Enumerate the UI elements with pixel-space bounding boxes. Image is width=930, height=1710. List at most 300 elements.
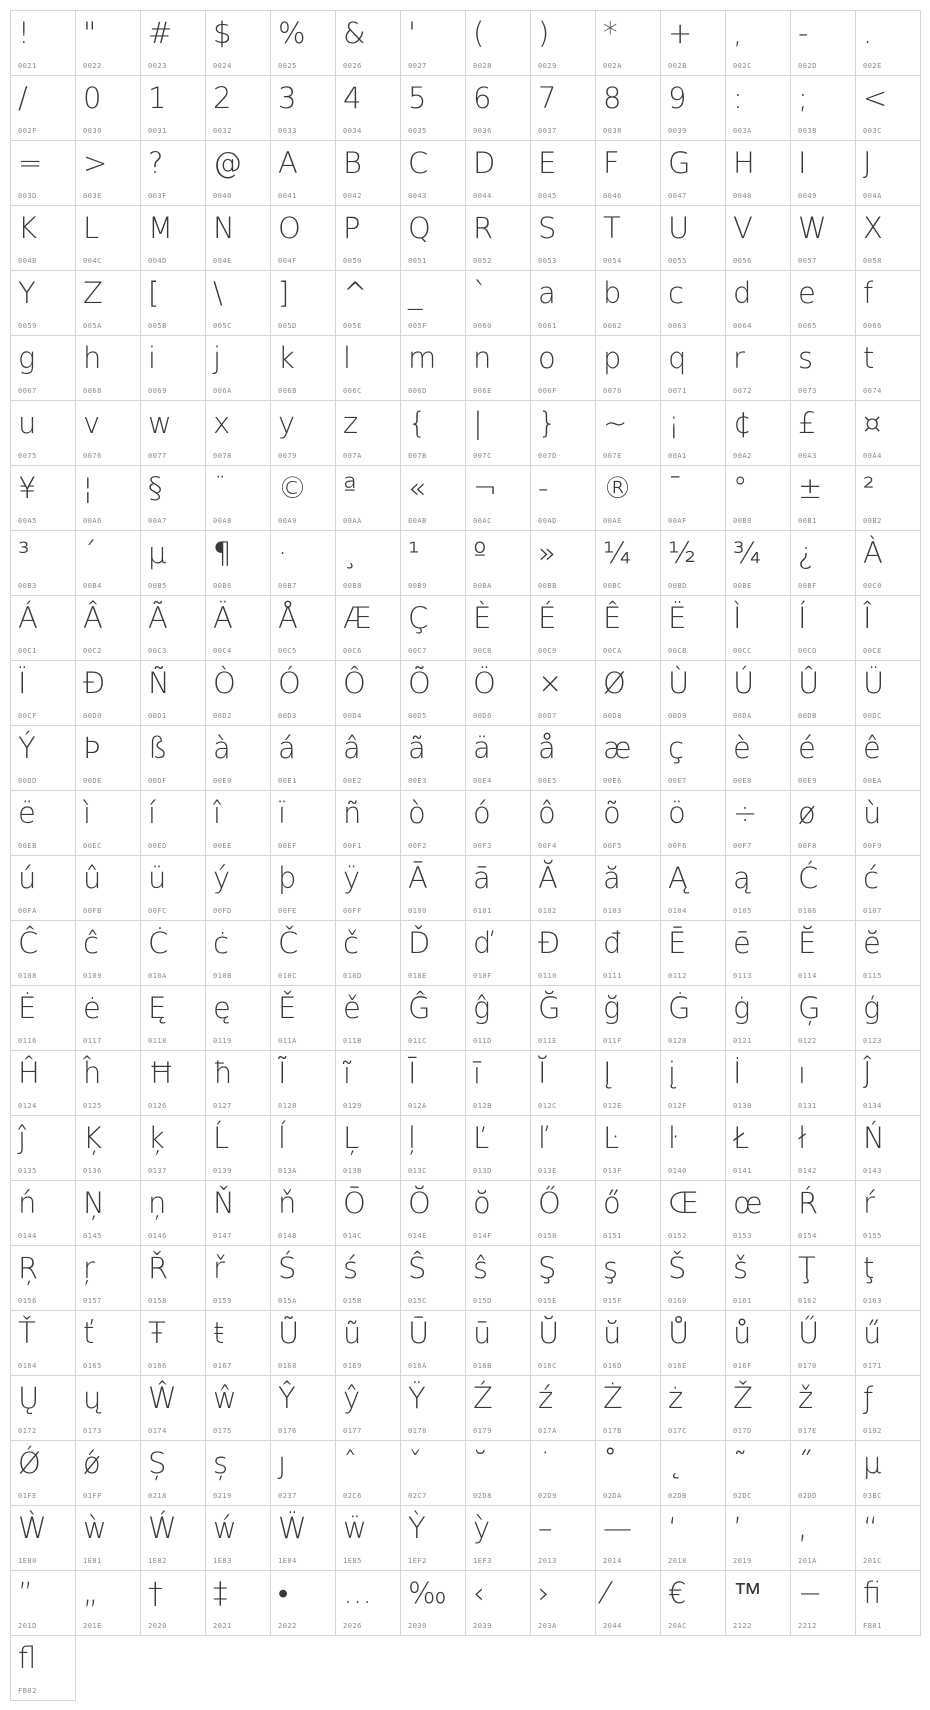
glyph-character: " — [83, 16, 97, 50]
glyph-cell — [531, 661, 596, 726]
glyph-character: Ļ — [343, 1121, 360, 1155]
glyph-cell — [596, 1506, 661, 1571]
glyph-codepoint: 00BC — [603, 582, 622, 590]
glyph-codepoint: 0022 — [83, 62, 102, 70]
glyph-character: . — [863, 16, 873, 50]
glyph-cell — [336, 596, 401, 661]
glyph-cell — [141, 401, 206, 466]
glyph-codepoint: 1EF2 — [408, 1557, 427, 1565]
glyph-character: Ẅ — [278, 1511, 307, 1545]
glyph-character: Â — [83, 601, 103, 635]
glyph-character: ē — [733, 926, 751, 960]
glyph-character: A — [278, 146, 298, 180]
glyph-character: T — [603, 211, 621, 245]
glyph-codepoint: 003F — [148, 192, 167, 200]
glyph-cell — [531, 1311, 596, 1376]
glyph-cell — [661, 466, 726, 531]
glyph-cell — [206, 1571, 271, 1636]
glyph-character: ń — [18, 1186, 37, 1220]
glyph-cell — [531, 856, 596, 921]
glyph-codepoint: 0166 — [148, 1362, 167, 1370]
glyph-cell — [466, 1181, 531, 1246]
glyph-codepoint: 00D9 — [668, 712, 687, 720]
glyph-cell — [531, 466, 596, 531]
glyph-character: ò — [408, 796, 426, 830]
glyph-cell — [531, 76, 596, 141]
glyph-character: Ă — [538, 861, 558, 895]
glyph-character: ŗ — [83, 1251, 95, 1285]
glyph-codepoint: 0137 — [148, 1167, 167, 1175]
glyph-cell — [726, 531, 791, 596]
glyph-cell — [661, 1441, 726, 1506]
glyph-cell — [271, 466, 336, 531]
glyph-codepoint: 0116 — [18, 1037, 37, 1045]
glyph-codepoint: 0176 — [278, 1427, 297, 1435]
glyph-codepoint: 00F5 — [603, 842, 622, 850]
glyph-codepoint: 015A — [278, 1297, 297, 1305]
glyph-codepoint: 0150 — [538, 1232, 557, 1240]
glyph-character: í — [148, 796, 157, 830]
glyph-cell — [401, 1116, 466, 1181]
glyph-character: 7 — [538, 81, 557, 115]
glyph-character: Õ — [408, 666, 431, 700]
glyph-cell — [856, 141, 921, 206]
glyph-cell — [531, 1181, 596, 1246]
glyph-character: Ę — [148, 991, 167, 1025]
glyph-cell — [596, 336, 661, 401]
glyph-character: g — [18, 341, 36, 375]
glyph-codepoint: 0111 — [603, 972, 622, 980]
glyph-character: ġ — [733, 991, 751, 1025]
glyph-codepoint: 002B — [668, 62, 687, 70]
glyph-character: Á — [18, 601, 38, 635]
glyph-codepoint: 0027 — [408, 62, 427, 70]
glyph-cell — [596, 1116, 661, 1181]
glyph-character: ˘ — [473, 1446, 488, 1480]
glyph-cell — [726, 1246, 791, 1311]
glyph-character: ï — [278, 796, 287, 830]
glyph-character: Ù — [668, 666, 690, 700]
glyph-cell — [76, 1506, 141, 1571]
glyph-cell — [466, 141, 531, 206]
glyph-character: ] — [278, 276, 290, 310]
glyph-cell — [76, 531, 141, 596]
glyph-character: Ẃ — [148, 1511, 177, 1545]
glyph-cell — [596, 726, 661, 791]
glyph-codepoint: 00EE — [213, 842, 232, 850]
glyph-codepoint: 0161 — [733, 1297, 752, 1305]
glyph-character: o — [538, 341, 556, 375]
glyph-cell — [271, 1181, 336, 1246]
glyph-character: S — [538, 211, 557, 245]
glyph-codepoint: 00E4 — [473, 777, 492, 785]
glyph-cell — [726, 271, 791, 336]
glyph-character: ª — [343, 471, 357, 505]
glyph-character: Ł — [733, 1121, 750, 1155]
glyph-cell — [336, 726, 401, 791]
glyph-codepoint: 0219 — [213, 1492, 232, 1500]
glyph-cell — [791, 1376, 856, 1441]
glyph-cell — [596, 1181, 661, 1246]
glyph-codepoint: 00B0 — [733, 517, 752, 525]
glyph-cell — [271, 1051, 336, 1116]
glyph-character: Ĩ — [278, 1056, 287, 1090]
glyph-codepoint: 002D — [798, 62, 817, 70]
glyph-character: ¤ — [863, 406, 882, 440]
glyph-character: ê — [863, 731, 881, 765]
glyph-codepoint: 00DB — [798, 712, 817, 720]
glyph-cell — [206, 921, 271, 986]
glyph-cell — [141, 1246, 206, 1311]
glyph-character: — — [603, 1511, 632, 1545]
glyph-codepoint: 1E80 — [18, 1557, 37, 1565]
glyph-codepoint: 0064 — [733, 322, 752, 330]
glyph-character: Ű — [798, 1316, 820, 1350]
glyph-character: Ħ — [148, 1056, 175, 1090]
glyph-cell — [856, 401, 921, 466]
glyph-character: ŀ — [668, 1121, 678, 1155]
glyph-cell — [856, 531, 921, 596]
glyph-codepoint: 0077 — [148, 452, 167, 460]
glyph-codepoint: 00F4 — [538, 842, 557, 850]
glyph-cell — [336, 1571, 401, 1636]
glyph-codepoint: 00E5 — [538, 777, 557, 785]
glyph-cell — [726, 76, 791, 141]
glyph-character: è — [733, 731, 751, 765]
glyph-cell — [76, 791, 141, 856]
glyph-cell — [401, 1441, 466, 1506]
glyph-character: Ï — [18, 666, 27, 700]
glyph-codepoint: 00A4 — [863, 452, 882, 460]
glyph-character: ý — [213, 861, 231, 895]
glyph-cell — [271, 1506, 336, 1571]
glyph-codepoint: 00C0 — [863, 582, 882, 590]
glyph-cell — [11, 1311, 76, 1376]
glyph-character: Í — [798, 601, 807, 635]
glyph-codepoint: 0054 — [603, 257, 622, 265]
glyph-character: _ — [408, 276, 423, 310]
glyph-cell — [661, 531, 726, 596]
glyph-cell — [791, 791, 856, 856]
glyph-codepoint: 013B — [343, 1167, 362, 1175]
glyph-cell — [791, 336, 856, 401]
glyph-cell — [531, 1246, 596, 1311]
glyph-codepoint: 00B1 — [798, 517, 817, 525]
glyph-character: ņ — [148, 1186, 167, 1220]
glyph-character: é — [798, 731, 816, 765]
glyph-cell — [661, 726, 726, 791]
glyph-codepoint: 0167 — [213, 1362, 232, 1370]
glyph-codepoint: 2026 — [343, 1622, 362, 1630]
glyph-cell — [401, 1311, 466, 1376]
glyph-cell — [271, 336, 336, 401]
glyph-cell — [661, 1506, 726, 1571]
glyph-cell — [856, 1506, 921, 1571]
glyph-character: > — [83, 146, 108, 180]
glyph-cell — [401, 1181, 466, 1246]
glyph-character: › — [538, 1576, 550, 1610]
glyph-codepoint: 0146 — [148, 1232, 167, 1240]
glyph-cell — [596, 791, 661, 856]
glyph-codepoint: 011C — [408, 1037, 427, 1045]
glyph-character: Z — [83, 276, 103, 310]
glyph-cell — [466, 1311, 531, 1376]
glyph-character: Œ — [668, 1186, 700, 1220]
glyph-cell — [726, 11, 791, 76]
glyph-cell — [726, 1051, 791, 1116]
glyph-character: ) — [538, 16, 550, 50]
glyph-codepoint: 00FA — [18, 907, 37, 915]
glyph-character: Ñ — [148, 666, 170, 700]
glyph-character: Ķ — [83, 1121, 103, 1155]
glyph-cell — [726, 596, 791, 661]
glyph-character: ó — [473, 796, 491, 830]
glyph-cell — [141, 726, 206, 791]
glyph-cell — [11, 1571, 76, 1636]
glyph-codepoint: 006C — [343, 387, 362, 395]
glyph-cell — [596, 466, 661, 531]
glyph-codepoint: 0052 — [473, 257, 492, 265]
glyph-codepoint: 006D — [408, 387, 427, 395]
glyph-character: ˝ — [798, 1446, 813, 1480]
glyph-codepoint: 2020 — [148, 1622, 167, 1630]
glyph-codepoint: 0043 — [408, 192, 427, 200]
glyph-codepoint: 2021 — [213, 1622, 232, 1630]
glyph-codepoint: 00EB — [18, 842, 37, 850]
glyph-codepoint: 00D7 — [538, 712, 557, 720]
glyph-codepoint: 0155 — [863, 1232, 882, 1240]
glyph-character: đ — [603, 926, 622, 960]
glyph-character: ł — [798, 1121, 807, 1155]
glyph-cell — [791, 271, 856, 336]
glyph-character: - — [538, 471, 549, 505]
glyph-cell — [531, 986, 596, 1051]
glyph-cell — [661, 76, 726, 141]
glyph-codepoint: 0136 — [83, 1167, 102, 1175]
glyph-character: ť — [83, 1316, 95, 1350]
glyph-character: Ŀ — [603, 1121, 620, 1155]
glyph-character: R — [473, 211, 494, 245]
glyph-codepoint: 00E6 — [603, 777, 622, 785]
glyph-character: Ǿ — [18, 1446, 41, 1480]
glyph-codepoint: 0178 — [408, 1427, 427, 1435]
glyph-codepoint: 00F1 — [343, 842, 362, 850]
glyph-cell — [271, 401, 336, 466]
glyph-cell — [726, 1181, 791, 1246]
glyph-codepoint: 2044 — [603, 1622, 622, 1630]
glyph-character: d — [733, 276, 752, 310]
glyph-character: ¬ — [473, 471, 498, 505]
glyph-codepoint: 015F — [603, 1297, 622, 1305]
glyph-codepoint: 0029 — [538, 62, 557, 70]
glyph-cell — [661, 986, 726, 1051]
glyph-character: Ľ — [473, 1121, 490, 1155]
glyph-character: { — [408, 406, 427, 440]
glyph-character: Ÿ — [408, 1381, 426, 1415]
glyph-character: Đ — [538, 926, 561, 960]
glyph-character: È — [473, 601, 492, 635]
glyph-character: – — [538, 1511, 553, 1545]
glyph-codepoint: 00AA — [343, 517, 362, 525]
glyph-cell — [206, 401, 271, 466]
glyph-cell — [856, 336, 921, 401]
glyph-codepoint: 00D8 — [603, 712, 622, 720]
glyph-codepoint: 015D — [473, 1297, 492, 1305]
glyph-codepoint: 1E85 — [343, 1557, 362, 1565]
glyph-codepoint: 1EF3 — [473, 1557, 492, 1565]
glyph-cell — [401, 661, 466, 726]
glyph-cell — [271, 921, 336, 986]
glyph-codepoint: 0069 — [148, 387, 167, 395]
glyph-cell — [856, 11, 921, 76]
glyph-codepoint: 003A — [733, 127, 752, 135]
glyph-cell — [141, 206, 206, 271]
glyph-cell — [76, 856, 141, 921]
glyph-character: ¶ — [213, 536, 232, 570]
glyph-character: Ē — [668, 926, 687, 960]
glyph-character: Ŵ — [148, 1381, 177, 1415]
glyph-codepoint: 0035 — [408, 127, 427, 135]
glyph-cell — [596, 1441, 661, 1506]
glyph-cell — [791, 141, 856, 206]
glyph-character: « — [408, 471, 426, 505]
glyph-cell — [401, 1571, 466, 1636]
glyph-character: ‹ — [473, 1576, 485, 1610]
glyph-codepoint: 016E — [668, 1362, 687, 1370]
glyph-character: ȷ — [278, 1446, 287, 1480]
glyph-character: ù — [863, 796, 882, 830]
glyph-character: ĵ — [18, 1121, 27, 1155]
glyph-codepoint: 00C1 — [18, 647, 37, 655]
glyph-character: I — [798, 146, 807, 180]
glyph-character: Ĝ — [408, 991, 431, 1025]
glyph-codepoint: 0159 — [213, 1297, 232, 1305]
glyph-codepoint: 00A1 — [668, 452, 687, 460]
glyph-cell — [271, 141, 336, 206]
glyph-cell — [76, 11, 141, 76]
glyph-codepoint: 0040 — [213, 192, 232, 200]
glyph-codepoint: 0033 — [278, 127, 297, 135]
glyph-character: ¦ — [83, 471, 93, 505]
glyph-character: ” — [18, 1576, 34, 1610]
glyph-cell — [596, 596, 661, 661]
glyph-cell — [531, 1116, 596, 1181]
glyph-character: μ — [863, 1446, 882, 1480]
glyph-character: Ô — [343, 666, 366, 700]
glyph-cell — [596, 141, 661, 206]
glyph-character: Ĵ — [863, 1056, 872, 1090]
glyph-codepoint: 00B9 — [408, 582, 427, 590]
glyph-character: − — [798, 1576, 823, 1610]
glyph-codepoint: 0127 — [213, 1102, 232, 1110]
glyph-character: ¾ — [733, 536, 762, 570]
glyph-codepoint: 0050 — [343, 257, 362, 265]
glyph-cell — [11, 1246, 76, 1311]
glyph-character: ¢ — [733, 406, 752, 440]
glyph-character: ø — [798, 796, 816, 830]
glyph-character: ñ — [343, 796, 362, 830]
glyph-character: Ð — [83, 666, 106, 700]
glyph-cell — [466, 596, 531, 661]
glyph-codepoint: 0118 — [148, 1037, 167, 1045]
glyph-cell — [401, 921, 466, 986]
glyph-character: ﬂ — [18, 1641, 37, 1675]
glyph-codepoint: 0061 — [538, 322, 557, 330]
glyph-codepoint: 0074 — [863, 387, 882, 395]
glyph-cell — [791, 466, 856, 531]
glyph-codepoint: 00C7 — [408, 647, 427, 655]
glyph-character: ° — [733, 471, 748, 505]
glyph-character: x — [213, 406, 231, 440]
glyph-codepoint: 0157 — [83, 1297, 102, 1305]
glyph-character: į — [668, 1056, 677, 1090]
glyph-codepoint: 0066 — [863, 322, 882, 330]
glyph-character: ÷ — [733, 796, 758, 830]
glyph-codepoint: 2022 — [278, 1622, 297, 1630]
glyph-cell — [856, 466, 921, 531]
glyph-cell — [141, 271, 206, 336]
glyph-codepoint: 201C — [863, 1557, 882, 1565]
glyph-cell — [76, 1571, 141, 1636]
glyph-character: Q — [408, 211, 431, 245]
glyph-codepoint: 00D2 — [213, 712, 232, 720]
glyph-character: ģ — [863, 991, 881, 1025]
glyph-character: ¸ — [343, 536, 358, 570]
glyph-codepoint: 0112 — [668, 972, 687, 980]
glyph-character: G — [668, 146, 691, 180]
glyph-character: ! — [18, 16, 30, 50]
glyph-codepoint: 0120 — [668, 1037, 687, 1045]
glyph-cell — [76, 1181, 141, 1246]
glyph-codepoint: 00A8 — [213, 517, 232, 525]
glyph-character: ì — [83, 796, 92, 830]
glyph-cell — [791, 401, 856, 466]
glyph-cell — [531, 141, 596, 206]
glyph-cell — [11, 1441, 76, 1506]
glyph-codepoint: FB01 — [863, 1622, 882, 1630]
glyph-cell — [401, 531, 466, 596]
glyph-character: „ — [83, 1576, 99, 1610]
glyph-codepoint: 0154 — [798, 1232, 817, 1240]
glyph-codepoint: 017E — [798, 1427, 817, 1435]
glyph-character: ś — [343, 1251, 359, 1285]
glyph-codepoint: 0109 — [83, 972, 102, 980]
glyph-cell — [726, 1506, 791, 1571]
glyph-cell — [76, 1246, 141, 1311]
glyph-character: à — [213, 731, 231, 765]
glyph-codepoint: 007B — [408, 452, 427, 460]
glyph-cell — [466, 1246, 531, 1311]
glyph-cell — [336, 1506, 401, 1571]
glyph-cell — [791, 921, 856, 986]
glyph-character: ? — [148, 146, 164, 180]
glyph-codepoint: 011F — [603, 1037, 622, 1045]
glyph-character: ‰ — [408, 1576, 447, 1610]
glyph-character: B — [343, 146, 362, 180]
glyph-codepoint: 0123 — [863, 1037, 882, 1045]
glyph-codepoint: 0160 — [668, 1297, 687, 1305]
glyph-character: Ń — [863, 1121, 885, 1155]
glyph-codepoint: 014C — [343, 1232, 362, 1240]
glyph-codepoint: 00ED — [148, 842, 167, 850]
glyph-character: Ś — [278, 1251, 297, 1285]
glyph-character: î — [213, 796, 222, 830]
glyph-character: ŵ — [213, 1381, 237, 1415]
glyph-codepoint: 00A3 — [798, 452, 817, 460]
glyph-cell — [336, 921, 401, 986]
glyph-character: D — [473, 146, 496, 180]
glyph-character: Ŧ — [148, 1316, 166, 1350]
